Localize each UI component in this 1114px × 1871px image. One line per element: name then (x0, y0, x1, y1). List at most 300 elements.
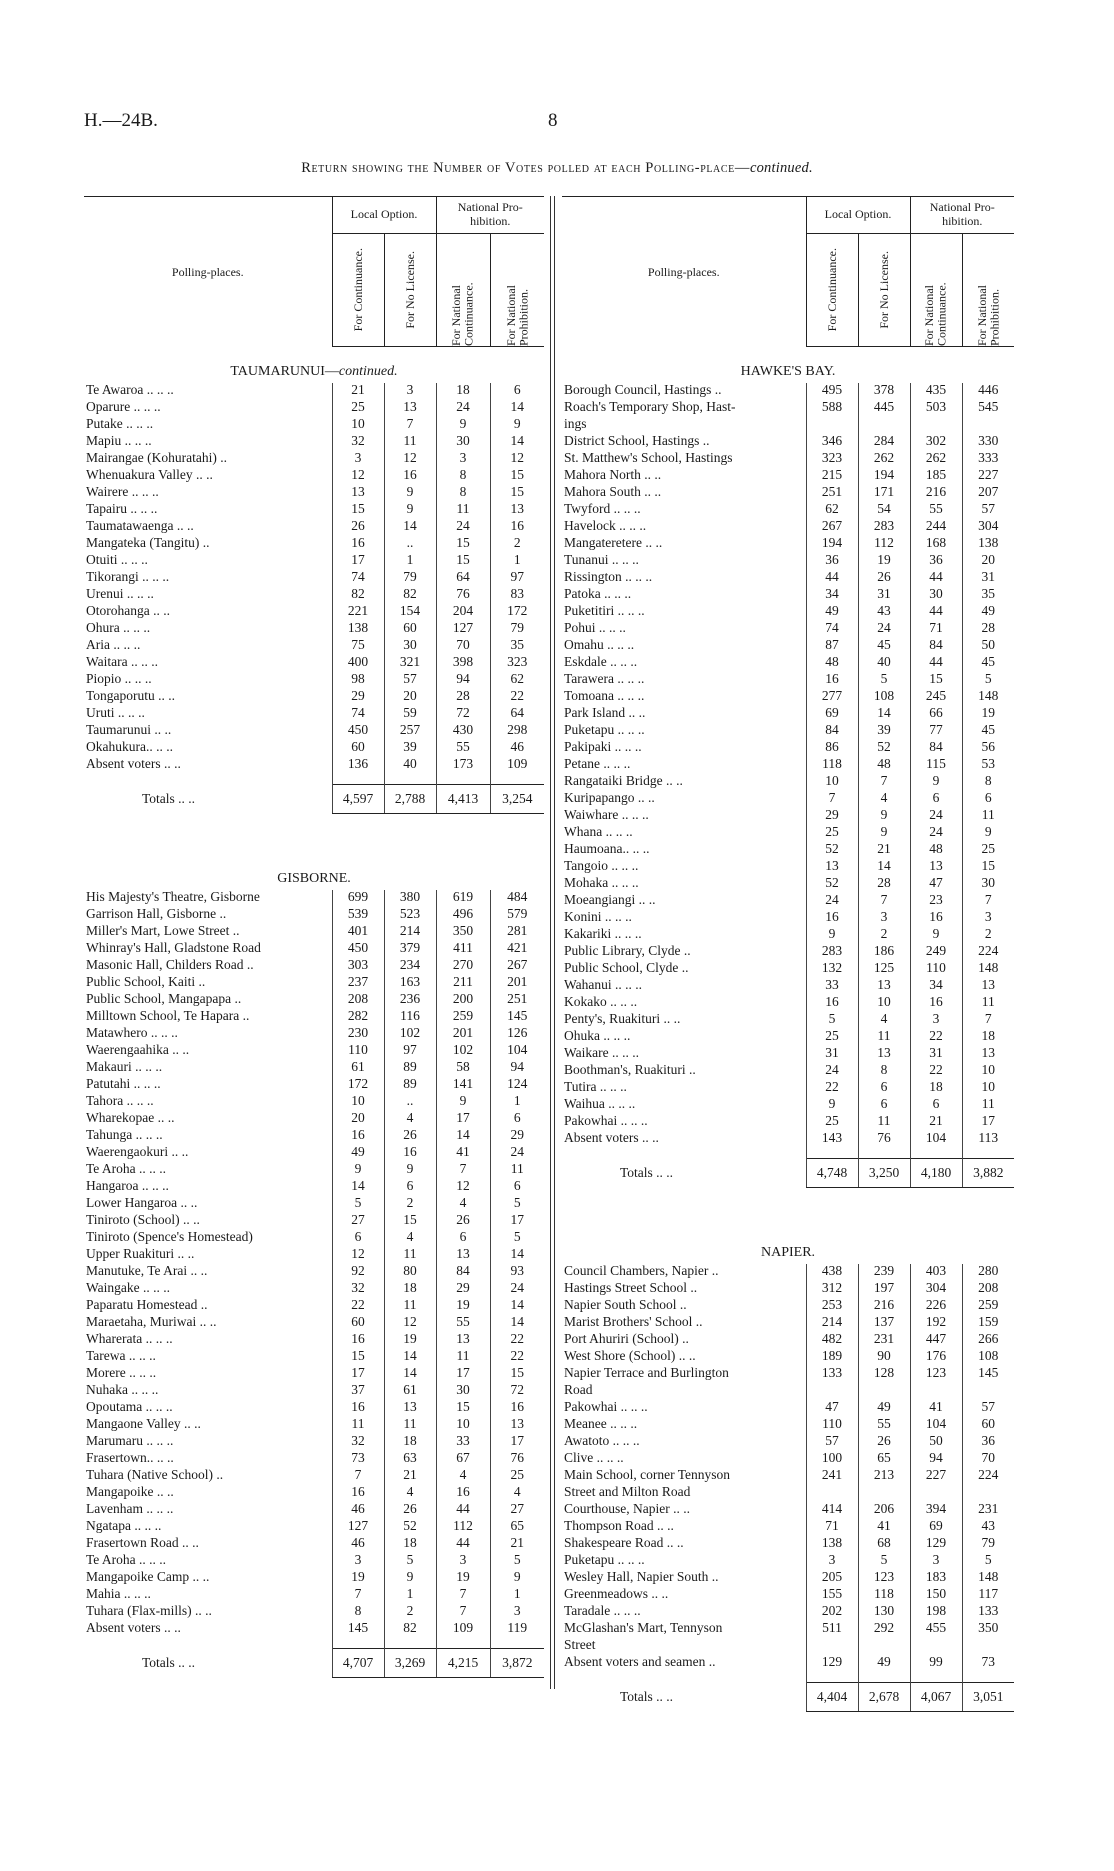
total-value: 2,788 (384, 785, 436, 814)
table-row (562, 485, 1014, 502)
for-national-continuance-cell: 110 (910, 961, 962, 978)
for-national-continuance-cell: 198 (910, 1604, 962, 1621)
for-national-prohibition-cell: 446 (962, 383, 1014, 400)
for-continuance-cell: 31 (806, 1046, 858, 1063)
table-row (562, 1536, 1014, 1553)
for-continuance-cell: 24 (806, 893, 858, 910)
table-row (562, 400, 1014, 417)
for-continuance-cell: 37 (332, 1383, 384, 1400)
polling-place-name: Puketapu .. .. .. (564, 723, 645, 737)
for-continuance-cell: 511 (806, 1621, 858, 1638)
for-no-license-cell: 89 (384, 1060, 436, 1077)
for-national-prohibition-cell: 53 (962, 757, 1014, 774)
for-no-license-cell: 31 (858, 587, 910, 604)
polling-places-header: Polling-places. (84, 197, 332, 347)
table-row (84, 1247, 544, 1264)
total-value: 4,748 (806, 1159, 858, 1188)
for-national-prohibition-cell: 145 (962, 1366, 1014, 1383)
for-national-continuance-cell: 24 (910, 808, 962, 825)
table-row (84, 1451, 544, 1468)
for-no-license-cell: 379 (384, 941, 436, 958)
for-continuance-cell: 26 (332, 519, 384, 536)
for-continuance-cell: 100 (806, 1451, 858, 1468)
for-national-prohibition-cell: 13 (962, 1046, 1014, 1063)
table-row (84, 1485, 544, 1502)
polling-place-name: Thompson Road .. .. (564, 1519, 674, 1533)
for-continuance-cell: 15 (332, 1349, 384, 1366)
table-row (562, 587, 1014, 604)
for-national-prohibition-cell: 126 (490, 1026, 544, 1043)
for-national-prohibition-cell: 21 (490, 1536, 544, 1553)
for-continuance-cell: 16 (806, 995, 858, 1012)
polling-place-name: Garrison Hall, Gisborne .. (86, 907, 227, 921)
table-row (562, 1315, 1014, 1332)
for-national-prohibition-header: For National Prohibition. (974, 285, 1002, 346)
for-continuance-cell: 215 (806, 468, 858, 485)
polling-place-name: Tarawera .. .. .. (564, 672, 645, 686)
for-no-license-cell: 1 (384, 553, 436, 570)
for-continuance-cell: 401 (332, 924, 384, 941)
for-national-continuance-cell: 71 (910, 621, 962, 638)
for-national-continuance-cell: 455 (910, 1621, 962, 1638)
for-no-license-cell: 5 (858, 672, 910, 689)
for-national-prohibition-cell: 45 (962, 655, 1014, 672)
polling-place-name: Tapairu .. .. .. (86, 502, 158, 516)
for-continuance-cell: 29 (332, 689, 384, 706)
gisborne-totals-row (84, 1649, 544, 1678)
for-national-continuance-cell: 55 (910, 502, 962, 519)
polling-place-name: Moeangiangi .. .. (564, 893, 656, 907)
for-national-prohibition-cell: 298 (490, 723, 544, 740)
for-national-continuance-cell: 64 (436, 570, 490, 587)
table-row (562, 1063, 1014, 1080)
for-national-continuance-cell: 3 (436, 451, 490, 468)
table-row (84, 1264, 544, 1281)
for-national-prohibition-cell: 133 (962, 1604, 1014, 1621)
for-national-continuance-cell: 22 (910, 1063, 962, 1080)
for-no-license-cell: 18 (384, 1434, 436, 1451)
polling-place-name: Mangateretere .. .. (564, 536, 663, 550)
table-row (562, 1281, 1014, 1298)
table-row (84, 975, 544, 992)
table-row (84, 1366, 544, 1383)
polling-place-name: Petane .. .. .. (564, 757, 631, 771)
for-no-license-cell: 123 (858, 1570, 910, 1587)
for-national-continuance-cell: 29 (436, 1281, 490, 1298)
for-continuance-cell: 87 (806, 638, 858, 655)
for-continuance-cell: 32 (332, 1434, 384, 1451)
table-row (84, 519, 544, 536)
for-continuance-cell: 82 (332, 587, 384, 604)
for-national-continuance-cell: 411 (436, 941, 490, 958)
for-no-license-cell: 380 (384, 890, 436, 907)
for-national-prohibition-cell: 119 (490, 1621, 544, 1638)
for-no-license-cell: 5 (384, 1553, 436, 1570)
for-national-prohibition-cell: 17 (962, 1114, 1014, 1131)
for-no-license-cell (858, 1485, 910, 1502)
for-no-license-cell: 11 (384, 1247, 436, 1264)
polling-place-name: Urenui .. .. .. (86, 587, 154, 601)
for-continuance-cell: 282 (332, 1009, 384, 1026)
for-national-continuance-cell: 24 (436, 519, 490, 536)
for-no-license-cell: 213 (858, 1468, 910, 1485)
for-national-prohibition-cell: 259 (962, 1298, 1014, 1315)
polling-place-name: Roach's Temporary Shop, Hast- (564, 400, 736, 414)
table-row (84, 941, 544, 958)
for-no-license-cell: 54 (858, 502, 910, 519)
for-continuance-cell: 52 (806, 842, 858, 859)
polling-place-name: Borough Council, Hastings .. (564, 383, 722, 397)
for-continuance-cell: 60 (332, 1315, 384, 1332)
polling-place-name: Tutira .. .. .. (564, 1080, 627, 1094)
for-no-license-cell: 26 (384, 1128, 436, 1145)
table-row (562, 570, 1014, 587)
polling-place-name: Wesley Hall, Napier South .. (564, 1570, 719, 1584)
for-no-license-cell: 12 (384, 1315, 436, 1332)
for-no-license-cell: 49 (858, 1655, 910, 1672)
table-row (84, 536, 544, 553)
for-no-license-cell: 30 (384, 638, 436, 655)
for-national-prohibition-cell: 145 (490, 1009, 544, 1026)
for-no-license-cell: 52 (384, 1519, 436, 1536)
for-national-continuance-cell: 15 (436, 553, 490, 570)
totals-label: Totals .. .. (620, 1689, 674, 1705)
for-national-continuance-cell: 33 (436, 1434, 490, 1451)
for-no-license-cell: 262 (858, 451, 910, 468)
for-no-license-cell: 102 (384, 1026, 436, 1043)
for-national-prohibition-cell: 8 (962, 774, 1014, 791)
for-national-prohibition-cell: 251 (490, 992, 544, 1009)
for-continuance-cell: 221 (332, 604, 384, 621)
table-row (84, 451, 544, 468)
for-national-continuance-cell: 259 (436, 1009, 490, 1026)
table-row (562, 1502, 1014, 1519)
polling-place-name: Tangoio .. .. .. (564, 859, 639, 873)
for-national-continuance-cell: 112 (436, 1519, 490, 1536)
for-national-prohibition-cell: 62 (490, 672, 544, 689)
for-continuance-cell: 3 (332, 451, 384, 468)
for-continuance-cell: 241 (806, 1468, 858, 1485)
polling-place-name: Tuhara (Flax-mills) .. .. (86, 1604, 212, 1618)
table-row (562, 876, 1014, 893)
table-row (84, 468, 544, 485)
for-no-license-cell: 13 (384, 1400, 436, 1417)
table-row (84, 1009, 544, 1026)
for-no-license-cell: 3 (858, 910, 910, 927)
for-national-continuance-cell: 350 (436, 924, 490, 941)
table-row (84, 1230, 544, 1247)
for-national-prohibition-cell: 11 (490, 1162, 544, 1179)
total-value: 4,180 (910, 1159, 962, 1188)
for-national-continuance-cell: 4 (436, 1196, 490, 1213)
polling-place-name: Miller's Mart, Lowe Street .. (86, 924, 240, 938)
polling-place-name: Public School, Kaiti .. (86, 975, 206, 989)
totals-label: Totals .. .. (620, 1165, 674, 1181)
for-no-license-cell: 125 (858, 961, 910, 978)
table-row (84, 621, 544, 638)
table-row (84, 1026, 544, 1043)
for-no-license-cell: 378 (858, 383, 910, 400)
for-national-continuance-cell: 4 (436, 1468, 490, 1485)
total-value: 3,250 (858, 1159, 910, 1188)
for-no-license-cell: 48 (858, 757, 910, 774)
for-national-prohibition-cell: 5 (490, 1196, 544, 1213)
for-no-license-cell: 26 (384, 1502, 436, 1519)
polling-place-name: Marist Brothers' School .. (564, 1315, 703, 1329)
for-national-prohibition-cell: 5 (962, 1553, 1014, 1570)
table-row (562, 1349, 1014, 1366)
for-national-prohibition-cell: 17 (490, 1213, 544, 1230)
polling-place-name: Public Library, Clyde .. (564, 944, 691, 958)
for-national-prohibition-cell: 13 (962, 978, 1014, 995)
for-no-license-cell: 197 (858, 1281, 910, 1298)
for-national-prohibition-cell: 159 (962, 1315, 1014, 1332)
for-national-prohibition-cell: 11 (962, 1097, 1014, 1114)
for-national-prohibition-cell: 545 (962, 400, 1014, 417)
for-no-license-cell: 4 (384, 1230, 436, 1247)
polling-place-name: West Shore (School) .. .. (564, 1349, 696, 1363)
for-no-license-cell (858, 1383, 910, 1400)
for-no-license-cell: 12 (384, 451, 436, 468)
polling-place-name: Te Aroha .. .. .. (86, 1553, 167, 1567)
for-national-prohibition-cell: 35 (490, 638, 544, 655)
for-national-continuance-cell: 304 (910, 1281, 962, 1298)
for-national-prohibition-cell: 79 (962, 1536, 1014, 1553)
table-row (84, 553, 544, 570)
for-no-license-cell: .. (384, 1094, 436, 1111)
for-national-prohibition-cell (962, 1383, 1014, 1400)
for-national-continuance-cell: 403 (910, 1264, 962, 1281)
for-no-license-cell: 7 (858, 774, 910, 791)
for-national-continuance-cell (910, 1383, 962, 1400)
for-no-license-cell: 18 (384, 1281, 436, 1298)
for-national-continuance-cell: 11 (436, 1349, 490, 1366)
total-value: 3,882 (962, 1159, 1014, 1188)
for-national-continuance-cell: 94 (436, 672, 490, 689)
for-continuance-cell: 699 (332, 890, 384, 907)
for-continuance-cell: 277 (806, 689, 858, 706)
for-continuance-cell: 15 (332, 502, 384, 519)
for-no-license-cell: 20 (384, 689, 436, 706)
table-row (562, 1012, 1014, 1029)
for-no-license-cell: 10 (858, 995, 910, 1012)
for-no-license-cell: 41 (858, 1519, 910, 1536)
for-continuance-cell: 12 (332, 1247, 384, 1264)
for-continuance-cell: 74 (332, 570, 384, 587)
for-continuance-cell: 49 (332, 1145, 384, 1162)
for-continuance-cell: 189 (806, 1349, 858, 1366)
polling-place-name: Mairangae (Kohuratahi) .. (86, 451, 227, 465)
table-row (562, 1604, 1014, 1621)
for-continuance-cell: 10 (332, 417, 384, 434)
table-row (562, 893, 1014, 910)
local-option-header: Local Option. (806, 197, 910, 234)
for-continuance-cell: 495 (806, 383, 858, 400)
table-row (562, 791, 1014, 808)
for-national-continuance-cell: 15 (436, 1400, 490, 1417)
for-national-continuance-cell: 84 (436, 1264, 490, 1281)
polling-place-name: Marumaru .. .. .. (86, 1434, 174, 1448)
for-continuance-cell: 32 (332, 434, 384, 451)
for-national-prohibition-cell: 9 (490, 417, 544, 434)
for-continuance-cell: 214 (806, 1315, 858, 1332)
for-continuance-cell: 9 (332, 1162, 384, 1179)
for-national-prohibition-cell: 109 (490, 757, 544, 774)
for-national-continuance-cell: 8 (436, 468, 490, 485)
polling-place-name: Mangapoike Camp .. .. (86, 1570, 210, 1584)
polling-place-name: Te Aroha .. .. .. (86, 1162, 167, 1176)
for-continuance-cell: 32 (332, 1281, 384, 1298)
table-row (84, 1043, 544, 1060)
for-national-continuance-cell (910, 1638, 962, 1655)
for-national-continuance-cell: 34 (910, 978, 962, 995)
spacer-row (84, 774, 544, 785)
for-continuance-cell: 312 (806, 1281, 858, 1298)
polling-place-name: Haumoana.. .. .. (564, 842, 650, 856)
for-no-license-cell: 214 (384, 924, 436, 941)
for-no-license-cell: 9 (384, 1570, 436, 1587)
polling-place-name: Wharekopae .. .. (86, 1111, 175, 1125)
table-row (562, 621, 1014, 638)
for-continuance-cell: 47 (806, 1400, 858, 1417)
for-national-prohibition-cell: 4 (490, 1485, 544, 1502)
for-no-license-cell: 163 (384, 975, 436, 992)
for-continuance-cell: 60 (332, 740, 384, 757)
table-row (562, 468, 1014, 485)
for-continuance-cell: 21 (332, 383, 384, 400)
for-national-continuance-cell: 58 (436, 1060, 490, 1077)
for-continuance-cell: 57 (806, 1434, 858, 1451)
for-no-license-cell: 194 (858, 468, 910, 485)
for-continuance-cell: 44 (806, 570, 858, 587)
for-no-license-cell: 445 (858, 400, 910, 417)
table-row (562, 638, 1014, 655)
table-row (84, 1332, 544, 1349)
for-no-license-cell: 7 (384, 417, 436, 434)
polling-place-name: Council Chambers, Napier .. (564, 1264, 719, 1278)
for-national-prohibition-cell: 27 (490, 1502, 544, 1519)
table-row (84, 1621, 544, 1638)
table-row (84, 1434, 544, 1451)
table-row (84, 1383, 544, 1400)
for-no-license-cell: 216 (858, 1298, 910, 1315)
for-national-continuance-cell: 3 (910, 1553, 962, 1570)
for-national-continuance-cell: 6 (910, 791, 962, 808)
for-no-license-cell: 13 (384, 400, 436, 417)
for-national-continuance-cell: 15 (436, 536, 490, 553)
table-row (84, 434, 544, 451)
for-continuance-cell: 92 (332, 1264, 384, 1281)
polling-place-name: Aria .. .. .. (86, 638, 141, 652)
for-national-continuance-cell: 50 (910, 1434, 962, 1451)
for-no-license-cell: 5 (858, 1553, 910, 1570)
for-continuance-cell: 27 (332, 1213, 384, 1230)
table-row (84, 587, 544, 604)
for-continuance-cell: 414 (806, 1502, 858, 1519)
napier-section-title: NAPIER. (760, 1245, 816, 1260)
for-no-license-cell: 9 (384, 502, 436, 519)
polling-place-name: Taradale .. .. .. (564, 1604, 641, 1618)
polling-place-name: Street (564, 1638, 596, 1652)
for-national-continuance-cell: 503 (910, 400, 962, 417)
for-national-continuance-cell: 19 (436, 1570, 490, 1587)
taumarunui-totals-row (84, 785, 544, 814)
for-no-license-cell: 2 (858, 927, 910, 944)
for-national-prohibition-cell: 11 (962, 808, 1014, 825)
for-no-license-cell: 59 (384, 706, 436, 723)
polling-place-name: Piopio .. .. .. (86, 672, 152, 686)
for-continuance-cell: 34 (806, 587, 858, 604)
polling-place-name: Patutahi .. .. .. (86, 1077, 161, 1091)
for-national-prohibition-cell: 1 (490, 1094, 544, 1111)
for-no-license-cell: 89 (384, 1077, 436, 1094)
for-continuance-cell: 283 (806, 944, 858, 961)
for-no-license-cell: 13 (858, 978, 910, 995)
table-row (84, 1213, 544, 1230)
totals-label: Totals .. .. (142, 791, 196, 807)
for-continuance-cell: 46 (332, 1536, 384, 1553)
for-national-prohibition-cell: 50 (962, 638, 1014, 655)
for-national-prohibition-cell: 83 (490, 587, 544, 604)
table-row (84, 570, 544, 587)
for-continuance-cell: 86 (806, 740, 858, 757)
for-continuance-cell: 6 (332, 1230, 384, 1247)
for-national-prohibition-cell: 579 (490, 907, 544, 924)
polling-place-name: Whinray's Hall, Gladstone Road (86, 941, 261, 955)
taumarunui-section-heading (84, 347, 544, 384)
taumarunui-section-title: TAUMARUNUI— (230, 364, 339, 379)
for-national-prohibition-cell: 10 (962, 1063, 1014, 1080)
polling-place-name: Tongaporutu .. .. (86, 689, 176, 703)
for-national-prohibition-cell: 13 (490, 1417, 544, 1434)
for-national-prohibition-cell: 14 (490, 434, 544, 451)
table-row (562, 723, 1014, 740)
for-no-license-cell (858, 417, 910, 434)
for-continuance-cell: 251 (806, 485, 858, 502)
for-continuance-cell: 11 (332, 1417, 384, 1434)
polling-place-name: Uruti .. .. .. (86, 706, 145, 720)
column-divider (550, 196, 555, 1689)
for-national-continuance-cell: 227 (910, 1468, 962, 1485)
for-national-continuance-cell: 22 (910, 1029, 962, 1046)
section-gap (84, 814, 544, 855)
table-row (562, 1298, 1014, 1315)
polling-place-name: Shakespeare Road .. .. (564, 1536, 684, 1550)
polling-place-name: Otuiti .. .. .. (86, 553, 148, 567)
polling-place-name: Manutuke, Te Arai .. .. (86, 1264, 208, 1278)
for-no-license-cell (858, 1638, 910, 1655)
for-national-continuance-cell: 72 (436, 706, 490, 723)
for-no-license-cell: 283 (858, 519, 910, 536)
for-national-continuance-cell: 44 (436, 1536, 490, 1553)
for-no-license-cell: 21 (858, 842, 910, 859)
for-continuance-cell: 17 (332, 1366, 384, 1383)
table-row (562, 706, 1014, 723)
for-continuance-cell: 12 (332, 468, 384, 485)
for-national-prohibition-cell: 10 (962, 1080, 1014, 1097)
for-continuance-cell: 539 (332, 907, 384, 924)
for-national-continuance-cell: 13 (436, 1332, 490, 1349)
for-national-continuance-cell: 23 (910, 893, 962, 910)
for-national-continuance-cell: 6 (436, 1230, 490, 1247)
for-continuance-cell (806, 417, 858, 434)
for-national-continuance-cell: 9 (436, 417, 490, 434)
table-row (84, 992, 544, 1009)
for-national-continuance-cell: 44 (436, 1502, 490, 1519)
for-national-prohibition-cell: 31 (962, 570, 1014, 587)
table-row (562, 1621, 1014, 1638)
for-national-prohibition-cell: 57 (962, 1400, 1014, 1417)
